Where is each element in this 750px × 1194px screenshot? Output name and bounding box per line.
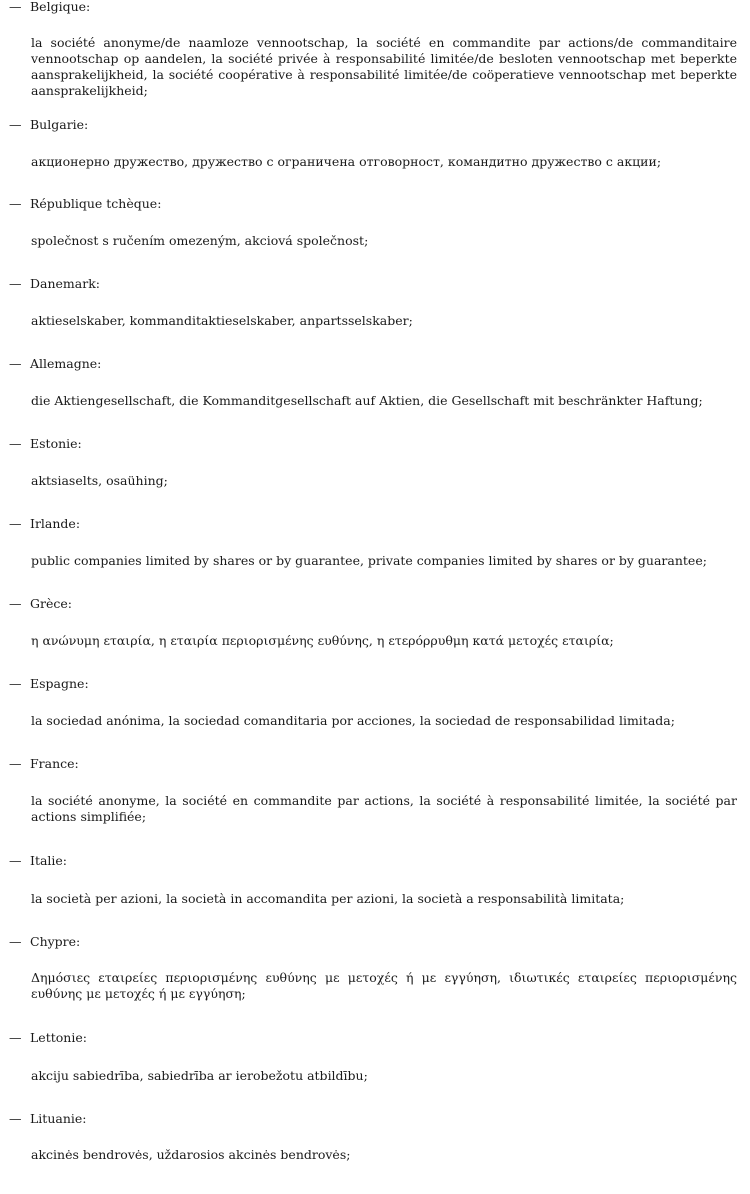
country-heading (9, 436, 82, 452)
legal-forms-text: η ανώνυμη εταιρία, η εταιρία περιορισμένης ευθύνης, η ετερόρρυθμη κατά μετοχές εταιρία; (31, 633, 614, 648)
legal-forms-text: aktieselskaber, kommanditaktieselskaber, anpartsselskaber; (31, 313, 413, 328)
country-name: Bulgarie: (30, 117, 89, 132)
country-heading (9, 1030, 87, 1046)
legal-forms-text: la société anonyme, la société en commandite par actions, la société à responsabilité limitée, la société par actions simplifiée; (31, 793, 737, 824)
country-name: République tchèque: (30, 196, 162, 211)
dash-marker: — (9, 356, 22, 371)
legal-forms-text: společnost s ručením omezeným, akciová společnost; (31, 233, 369, 248)
country-heading (9, 596, 72, 612)
legal-forms-text: public companies limited by shares or by guarantee, private companies limited by shares or by guarantee; (31, 553, 707, 568)
country-name: Lettonie: (30, 1030, 87, 1045)
country-heading (9, 516, 80, 532)
country-name: Irlande: (30, 516, 81, 531)
dash-marker: — (9, 596, 22, 611)
legal-forms-text: la società per azioni, la società in accomandita per azioni, la società a responsabilità limitata; (31, 891, 625, 906)
dash-marker: — (9, 436, 22, 451)
country-heading (9, 196, 161, 212)
country-heading (9, 276, 100, 292)
dash-marker: — (9, 1111, 22, 1126)
dash-marker: — (9, 276, 22, 291)
country-name: Danemark: (30, 276, 100, 291)
dash-marker: — (9, 934, 22, 949)
country-heading (9, 1111, 86, 1127)
country-heading (9, 756, 79, 772)
country-name: Estonie: (30, 436, 82, 451)
legal-forms-text: die Aktiengesellschaft, die Kommanditgesellschaft auf Aktien, die Gesellschaft mit beschränkter Haftung; (31, 393, 703, 408)
country-heading (9, 356, 101, 372)
country-heading (9, 0, 90, 15)
country-name: Chypre: (30, 934, 81, 949)
dash-marker: — (9, 1030, 22, 1045)
country-name: Belgique: (30, 0, 91, 14)
legal-forms-text: Δημόσιες εταιρείες περιορισμένης ευθύνης με μετοχές ή με εγγύηση, ιδιωτικές εταιρείες περιορισμένης ευθύνης με μετοχές ή με εγγύηση; (31, 970, 737, 1001)
country-name: Allemagne: (30, 356, 102, 371)
country-heading (9, 934, 80, 950)
dash-marker: — (9, 196, 22, 211)
country-heading (9, 117, 88, 133)
dash-marker: — (9, 756, 22, 771)
legal-forms-text: la société anonyme/de naamloze vennootschap, la société en commandite par actions/de commanditaire vennootschap op aandelen, la société privée à responsabilité limitée/de besloten vennootschap met beperkte aansprakelijkheid, la société coopérative à responsabilité limitée/de coöperatieve vennootschap met beperkte aansprakelijkheid; (31, 35, 737, 98)
dash-marker: — (9, 516, 22, 531)
dash-marker: — (9, 853, 22, 868)
country-name: France: (30, 756, 79, 771)
legal-forms-text: aktsiaselts, osaühing; (31, 473, 168, 488)
legal-forms-text: la sociedad anónima, la sociedad comanditaria por acciones, la sociedad de responsabilidad limitada; (31, 713, 675, 728)
dash-marker: — (9, 676, 22, 691)
country-heading (9, 853, 67, 869)
country-heading (9, 676, 89, 692)
legal-forms-text: akcinės bendrovės, uždarosios akcinės bendrovės; (31, 1147, 351, 1162)
country-name: Espagne: (30, 676, 89, 691)
country-name: Italie: (30, 853, 68, 868)
legal-forms-text: akciju sabiedrība, sabiedrība ar ierobežotu atbildību; (31, 1068, 368, 1083)
country-name: Lituanie: (30, 1111, 87, 1126)
legal-forms-text: акционерно дружество, дружество с ограничена отговорност, командитно дружество с акции; (31, 154, 662, 169)
country-name: Grèce: (30, 596, 72, 611)
dash-marker: — (9, 0, 22, 14)
dash-marker: — (9, 117, 22, 132)
